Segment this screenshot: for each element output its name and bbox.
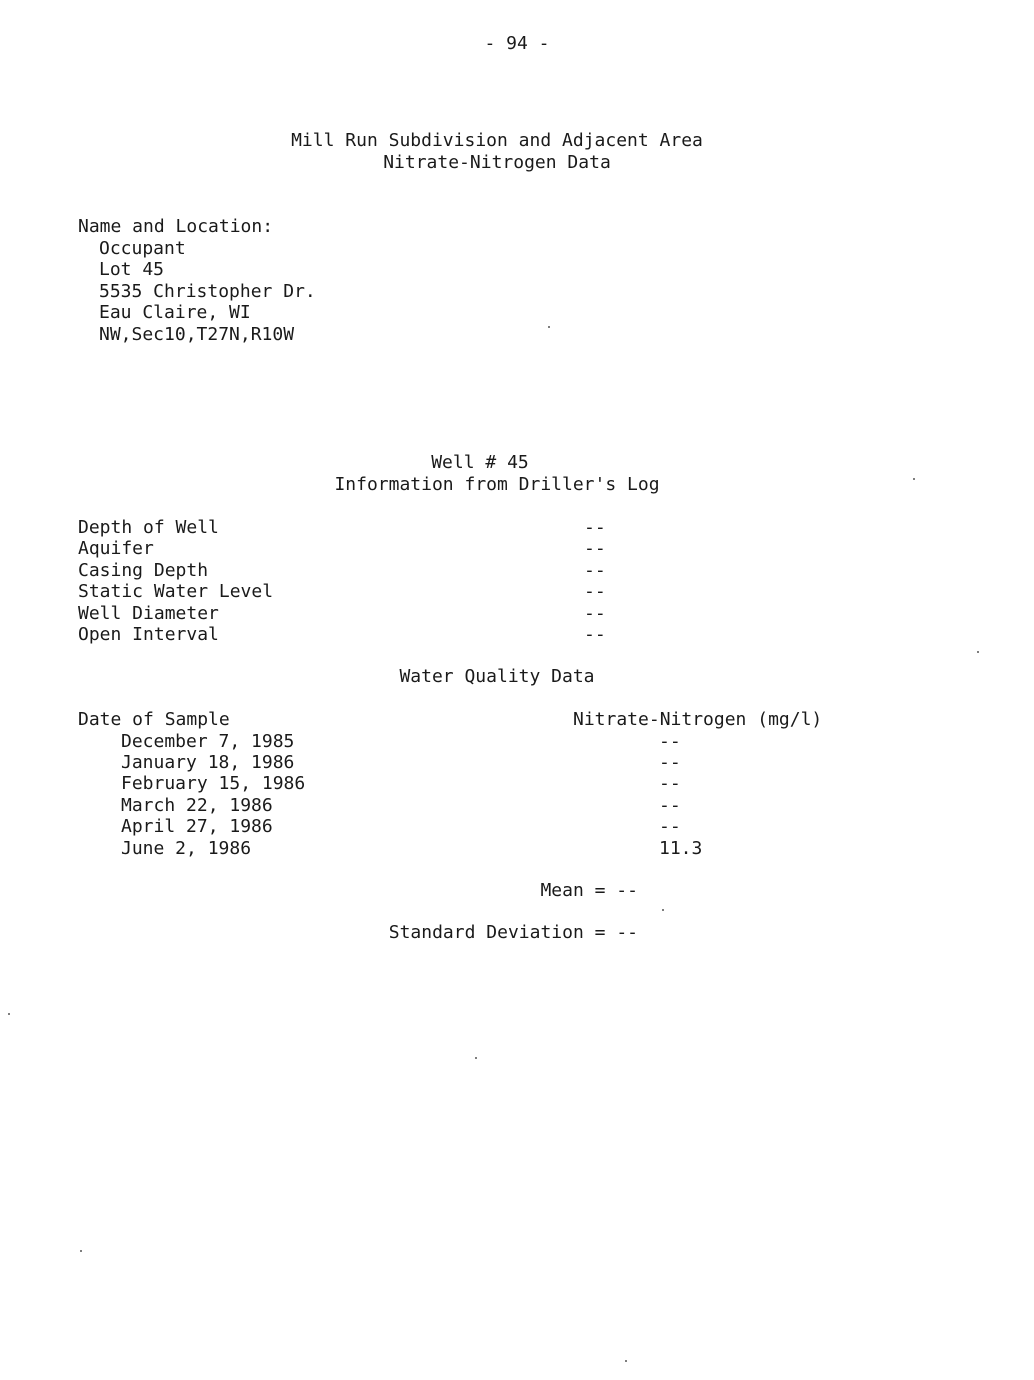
sample-value: -- <box>659 816 681 837</box>
well-row-label: Open Interval <box>78 624 219 645</box>
scan-speck <box>8 1013 10 1015</box>
nitrate-column-header: Nitrate-Nitrogen (mg/l) <box>573 709 823 730</box>
sample-value: -- <box>659 731 681 752</box>
sample-date: March 22, 1986 <box>121 795 273 816</box>
sample-date: January 18, 1986 <box>121 752 295 773</box>
scan-speck <box>80 1250 82 1252</box>
well-row-value: -- <box>584 560 606 581</box>
well-subtitle: Information from Driller's Log <box>334 474 660 495</box>
well-row-value: -- <box>584 624 606 645</box>
document-subtitle: Nitrate-Nitrogen Data <box>383 152 611 173</box>
scan-speck <box>913 478 915 480</box>
location-line: NW,Sec10,T27N,R10W <box>99 324 295 345</box>
well-row-label: Well Diameter <box>78 603 219 624</box>
well-row-label: Static Water Level <box>78 581 274 602</box>
water-quality-heading: Water Quality Data <box>399 666 595 687</box>
mean-value: Mean = -- <box>540 880 638 901</box>
location-heading: Name and Location: <box>78 216 274 237</box>
sample-date: December 7, 1985 <box>121 731 295 752</box>
well-row-value: -- <box>584 581 606 602</box>
sample-value: 11.3 <box>659 838 703 859</box>
sample-value: -- <box>659 773 681 794</box>
location-line: Lot 45 <box>99 259 165 280</box>
well-row-label: Casing Depth <box>78 560 209 581</box>
standard-deviation-value: Standard Deviation = -- <box>388 922 638 943</box>
document-title: Mill Run Subdivision and Adjacent Area <box>291 130 703 151</box>
scan-speck <box>662 909 664 911</box>
location-line: Occupant <box>99 238 186 259</box>
sample-date: February 15, 1986 <box>121 773 306 794</box>
date-column-header: Date of Sample <box>78 709 230 730</box>
well-row-label: Depth of Well <box>78 517 219 538</box>
scan-speck <box>977 651 979 653</box>
sample-date: April 27, 1986 <box>121 816 273 837</box>
well-row-value: -- <box>584 517 606 538</box>
scan-speck <box>475 1057 477 1059</box>
well-row-label: Aquifer <box>78 538 154 559</box>
well-row-value: -- <box>584 538 606 559</box>
sample-date: June 2, 1986 <box>121 838 252 859</box>
page-number: - 94 - <box>484 33 550 54</box>
well-title: Well # 45 <box>431 452 529 473</box>
scan-speck <box>625 1360 627 1362</box>
well-row-value: -- <box>584 603 606 624</box>
sample-value: -- <box>659 752 681 773</box>
scan-speck <box>548 326 550 328</box>
location-line: Eau Claire, WI <box>99 302 251 323</box>
location-line: 5535 Christopher Dr. <box>99 281 316 302</box>
sample-value: -- <box>659 795 681 816</box>
